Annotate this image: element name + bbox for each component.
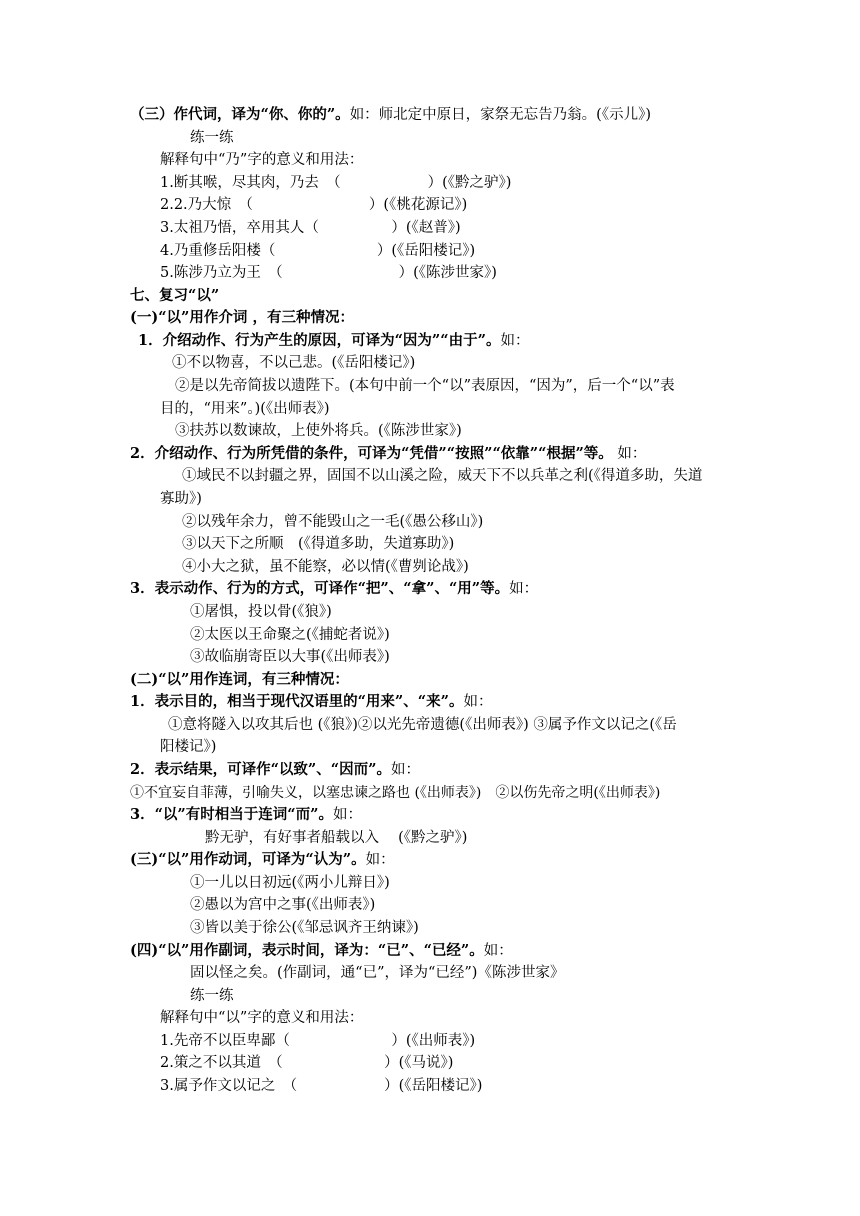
- practice-label: 练一练: [190, 988, 234, 1004]
- example-line: ①不以物喜，不以己悲。(《岳阳楼记》): [172, 355, 416, 371]
- example-line: ③皆以美于徐公(《邹忌讽齐王纳谏》): [190, 920, 419, 936]
- rule-heading: 1．介绍动作、行为产生的原因，可译为“因为”“由于”。如：: [138, 332, 530, 349]
- instruction-line: 解释句中“以”字的意义和用法：: [160, 1010, 364, 1026]
- exercise-item: 1.断其喉，尽其肉，乃去 （ ）(《黔之驴》): [160, 175, 512, 191]
- example-line: ②愚以为宫中之事(《出师表》): [190, 897, 376, 913]
- section-title-yi: 七、复习“以”: [130, 287, 220, 304]
- example-line: ②是以先帝简拔以遗陛下。(本句中前一个“以”表原因，“因为”，后一个“以”表: [175, 378, 675, 394]
- subheading: (三)“以”用作动词，可译为“认为”。如：: [130, 851, 395, 868]
- instruction-line: 解释句中“乃”字的意义和用法：: [160, 152, 364, 168]
- exercise-item: 5.陈涉乃立为王 （ ）(《陈涉世家》): [160, 265, 497, 281]
- example-line: ②太医以王命聚之(《捕蛇者说》): [190, 627, 390, 643]
- heading-3-pronoun: （三）作代词，译为“你、你的”。如：师北定中原日，家祭无忘告乃翁。(《示儿》): [130, 106, 651, 123]
- example-line: 阳楼记》): [160, 739, 217, 755]
- exercise-item: 3.太祖乃悟，卒用其人（ ）(《赵普》): [160, 220, 461, 236]
- example-line: ①屠惧，投以骨(《狼》): [190, 604, 332, 620]
- example-line: ③故临崩寄臣以大事(《出师表》): [190, 649, 390, 665]
- example-line: ①意将隧入以攻其后也 (《狼》)②以光先帝遗德(《出师表》) ③属予作文以记之(《岳: [168, 717, 677, 733]
- rule-heading: 3．“以”有时相当于连词“而”。如：: [130, 806, 362, 823]
- exercise-item: 4.乃重修岳阳楼（ ）(《岳阳楼记》): [160, 243, 476, 259]
- example-line: ③以天下之所顺 (《得道多助，失道寡助》): [182, 536, 455, 552]
- exercise-item: 1.先帝不以臣卑鄙（ ）(《出师表》): [160, 1033, 476, 1049]
- example-line: 寡助》): [160, 491, 202, 507]
- subheading: (二)“以”用作连词，有三种情况：: [130, 671, 349, 688]
- rule-heading: 1．表示目的，相当于现代汉语里的“用来”、“来”。如：: [130, 693, 493, 710]
- example-line: 固以怪之矣。(作副词，通“已”，译为“已经”)《陈涉世家》: [190, 965, 565, 981]
- example-line: 目的，“用来”。)(《出师表》): [160, 401, 330, 417]
- exercise-item: 3.属予作文以记之 （ ）(《岳阳楼记》): [160, 1078, 483, 1094]
- subheading: (四)“以”用作副词，表示时间，译为：“已”、“已经”。如：: [130, 942, 513, 959]
- example-line: ①一儿以日初远(《两小儿辩日》): [190, 875, 390, 891]
- example-line: ②以残年余力，曾不能毁山之一毛(《愚公移山》): [182, 514, 484, 530]
- exercise-item: 2.2.乃大惊 （ ）(《桃花源记》): [160, 197, 468, 213]
- example-line: 黔无驴，有好事者船载以入 (《黔之驴》): [205, 830, 468, 846]
- rule-heading: 3．表示动作、行为的方式，可译作“把”、“拿”、“用”等。如：: [130, 580, 539, 597]
- subheading: (一)“以”用作介词 ，有三种情况：: [130, 309, 354, 326]
- exercise-item: 2.策之不以其道 （ ）(《马说》): [160, 1055, 454, 1071]
- example-line: ①域民不以封疆之界，固国不以山溪之险，威天下不以兵革之利(《得道多助，失道: [182, 468, 703, 484]
- rule-heading: 2．表示结果，可译作“以致”、“因而”。如：: [130, 761, 420, 778]
- example-line: ①不宜妄自菲薄，引喻失义，以塞忠谏之路也 (《出师表》) ②以伤先帝之明(《出师表》): [130, 785, 661, 801]
- practice-label: 练一练: [190, 130, 234, 146]
- example-line: ③扶苏以数谏故，上使外将兵。(《陈涉世家》): [175, 423, 462, 439]
- example-line: ④小大之狱，虽不能察，必以情(《曹刿论战》): [182, 559, 469, 575]
- rule-heading: 2．介绍动作、行为所凭借的条件，可译为“凭借”“按照”“依靠”“根据”等。 如：: [130, 445, 647, 462]
